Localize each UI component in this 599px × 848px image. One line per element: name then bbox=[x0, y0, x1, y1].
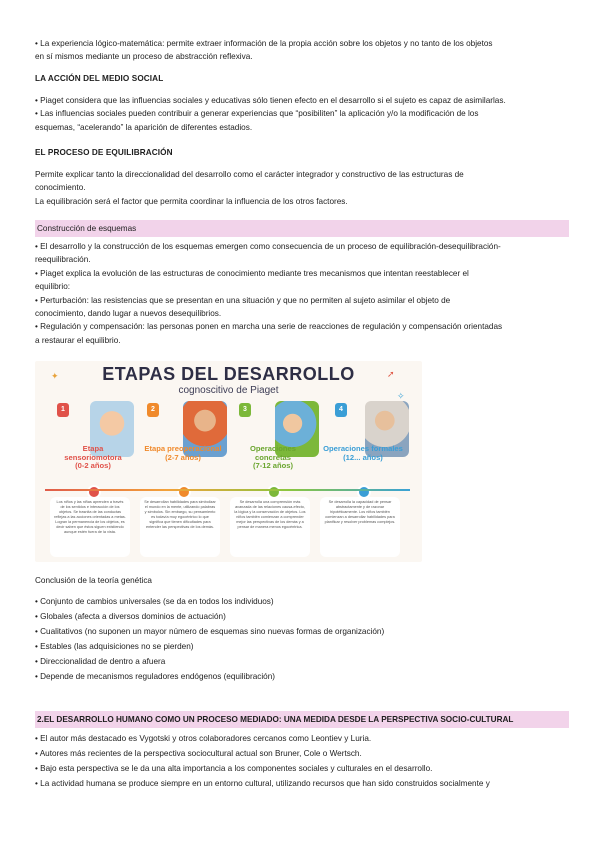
text-line: • Las influencias sociales pueden contribuir a generar experiencias que “posibiliten” la aplicación y/o la modificación de los bbox=[35, 109, 479, 119]
text-line: esquemas, “acelerando” la aparición de diferentes estadios. bbox=[35, 122, 253, 132]
stage-2-label bbox=[143, 445, 223, 462]
experience-paragraph bbox=[35, 37, 565, 64]
text-line: equilibrio: bbox=[35, 282, 71, 292]
stage-3-label bbox=[233, 445, 313, 471]
stage-1-label bbox=[53, 445, 133, 471]
stage-number-badge: 1 bbox=[57, 403, 69, 417]
stage-number-badge: 2 bbox=[147, 403, 159, 417]
stage-4-label bbox=[323, 445, 403, 462]
text-line: • El desarrollo y la construcción de los esquemas emergen como consecuencia de un proceso de equilibración-desequilibración- bbox=[35, 242, 501, 251]
text-line: La equilibración será el factor que permita coordinar la influencia de los otros factores. bbox=[35, 196, 348, 206]
list-item: • Estables (las adquisiciones no se pierden) bbox=[35, 642, 194, 651]
piaget-stages-infographic bbox=[35, 361, 422, 562]
stage-2-description: Se desarrollan habilidades para simbolizar el mundo en la mente, utilizando palabras y símbolos. Sin embargo, su pensamiento es todavía muy egocéntrico lo que significa que tienen dificultades para entender las perspectivas de los demás. bbox=[140, 497, 220, 557]
stage-age: (2-7 años) bbox=[165, 452, 201, 462]
list-item: • Direccionalidad de dentro a afuera bbox=[35, 657, 166, 666]
stage-number-badge: 3 bbox=[239, 403, 251, 417]
list-item: • El autor más destacado es Vygotski y otros colaboradores cercanos como Leontiev y Luria. bbox=[35, 734, 372, 743]
stage-age: (7-12 años) bbox=[252, 461, 294, 471]
list-item: • Autores más recientes de la perspectiva sociocultural actual son Bruner, Cole o Wertsch. bbox=[35, 749, 362, 758]
heading-conclusion: Conclusión de la teoría genética bbox=[35, 576, 152, 585]
text-line: • Piaget considera que las influencias sociales y educativas sólo tienen efecto en el desarrollo si el sujeto es capaz de asimilarlas. bbox=[35, 96, 506, 105]
text-line: en sí mismos mediante un proceso de abstracción reflexiva. bbox=[35, 52, 253, 62]
stage-age: (12... años) bbox=[343, 452, 383, 462]
list-item: • Bajo esta perspectiva se le da una alta importancia a los componentes sociales y culturales en el desarrollo. bbox=[35, 764, 433, 773]
stage-name: Operaciones formales bbox=[323, 444, 403, 453]
stage-number-badge: 4 bbox=[335, 403, 347, 417]
stage-name: Etapa sensoriomotora bbox=[64, 444, 122, 462]
stage-3-description: Se desarrolla una comprensión más avanzada de las relaciones causa-efecto, la lógica y la conservación de objetos. Los niños también comienzan a comprender mejor las perspectivas de los demás y a pensar de manera menos egocéntrica. bbox=[230, 497, 310, 557]
band-section-2: 2.EL DESARROLLO HUMANO COMO UN PROCESO MEDIADO: UNA MEDIDA DESDE LA PERSPECTIVA SOCIO-CULTURAL bbox=[35, 711, 569, 728]
text-line: Permite explicar tanto la direccionalidad del desarrollo como el carácter integrador y constructivo de las estructuras de bbox=[35, 170, 464, 179]
text-line: conocimiento. bbox=[35, 183, 86, 193]
text-line: reequilibración. bbox=[35, 255, 91, 265]
text-line: conocimiento, dando lugar a nuevos desequilibrios. bbox=[35, 309, 222, 319]
stage-1-description: Los niños y las niñas aprenden a través de los sentidos e interacción de los objetos. Se trasnita de las conductas reflejas a las acciones orientadas a metas. Logran la permanencia de los objetos, es decir saben que éstos siguen existiendo aunque estén fuera de la vista. bbox=[50, 497, 130, 557]
equilibracion-paragraph bbox=[35, 168, 565, 208]
text-line: • Piaget explica la evolución de las estructuras de conocimiento mediante tres mecanismos que intentan reestablecer el bbox=[35, 268, 469, 278]
sparkle-icon: ✧ bbox=[397, 391, 405, 401]
list-item: • Conjunto de cambios universales (se da en todos los individuos) bbox=[35, 597, 274, 606]
infographic-subtitle: cognoscitivo de Piaget bbox=[178, 385, 279, 396]
list-item: • Cualitativos (no suponen un mayor número de esquemas sino nuevas formas de organización) bbox=[35, 627, 385, 636]
text-line: • Perturbación: las resistencias que se presentan en una situación y que no permiten al sujeto asimilar el objeto de bbox=[35, 295, 451, 305]
stage-name: Operaciones concretas bbox=[249, 444, 296, 462]
construccion-list bbox=[35, 240, 565, 347]
list-item: • Depende de mecanismos reguladores endógenos (equilibración) bbox=[35, 672, 275, 681]
sparkle-icon: ✦ bbox=[51, 371, 59, 381]
text-line: a restaurar el equilibrio. bbox=[35, 335, 121, 345]
conclusion-list bbox=[35, 594, 565, 684]
infographic-title: ETAPAS DEL DESARROLLO bbox=[102, 364, 355, 384]
text-line: • La experiencia lógico-matemática: permite extraer información de la propia acción sobre los objetos y no tanto de los objetos bbox=[35, 39, 493, 48]
heading-accion-medio-social: LA ACCIÓN DEL MEDIO SOCIAL bbox=[35, 74, 164, 83]
stage-name: Etapa preoperacional bbox=[144, 444, 222, 453]
timeline-line bbox=[45, 489, 410, 491]
stage-age: (0-2 años) bbox=[75, 461, 111, 471]
arrow-decoration-icon: ➚ bbox=[387, 369, 395, 379]
stage-4-description: Se desarrolla la capacidad de pensar abstractamente y de razonar hipotéticamente. Los niños también comienzan a desarrollar habilidades para planificar y resolver problemas complejos. bbox=[320, 497, 400, 557]
accion-social-list bbox=[35, 94, 565, 134]
list-item: • Globales (afecta a diversos dominios de actuación) bbox=[35, 612, 226, 621]
sociocultural-list bbox=[35, 731, 565, 791]
list-item: • La actividad humana se produce siempre en un entorno cultural, utilizando recursos que han sido construidos socialmente y bbox=[35, 779, 490, 788]
heading-proceso-equilibracion: EL PROCESO DE EQUILIBRACIÓN bbox=[35, 148, 173, 157]
band-construccion-esquemas: Construcción de esquemas bbox=[35, 220, 569, 237]
text-line: • Regulación y compensación: las personas ponen en marcha una serie de reacciones de regulación y compensación orientadas bbox=[35, 322, 503, 332]
